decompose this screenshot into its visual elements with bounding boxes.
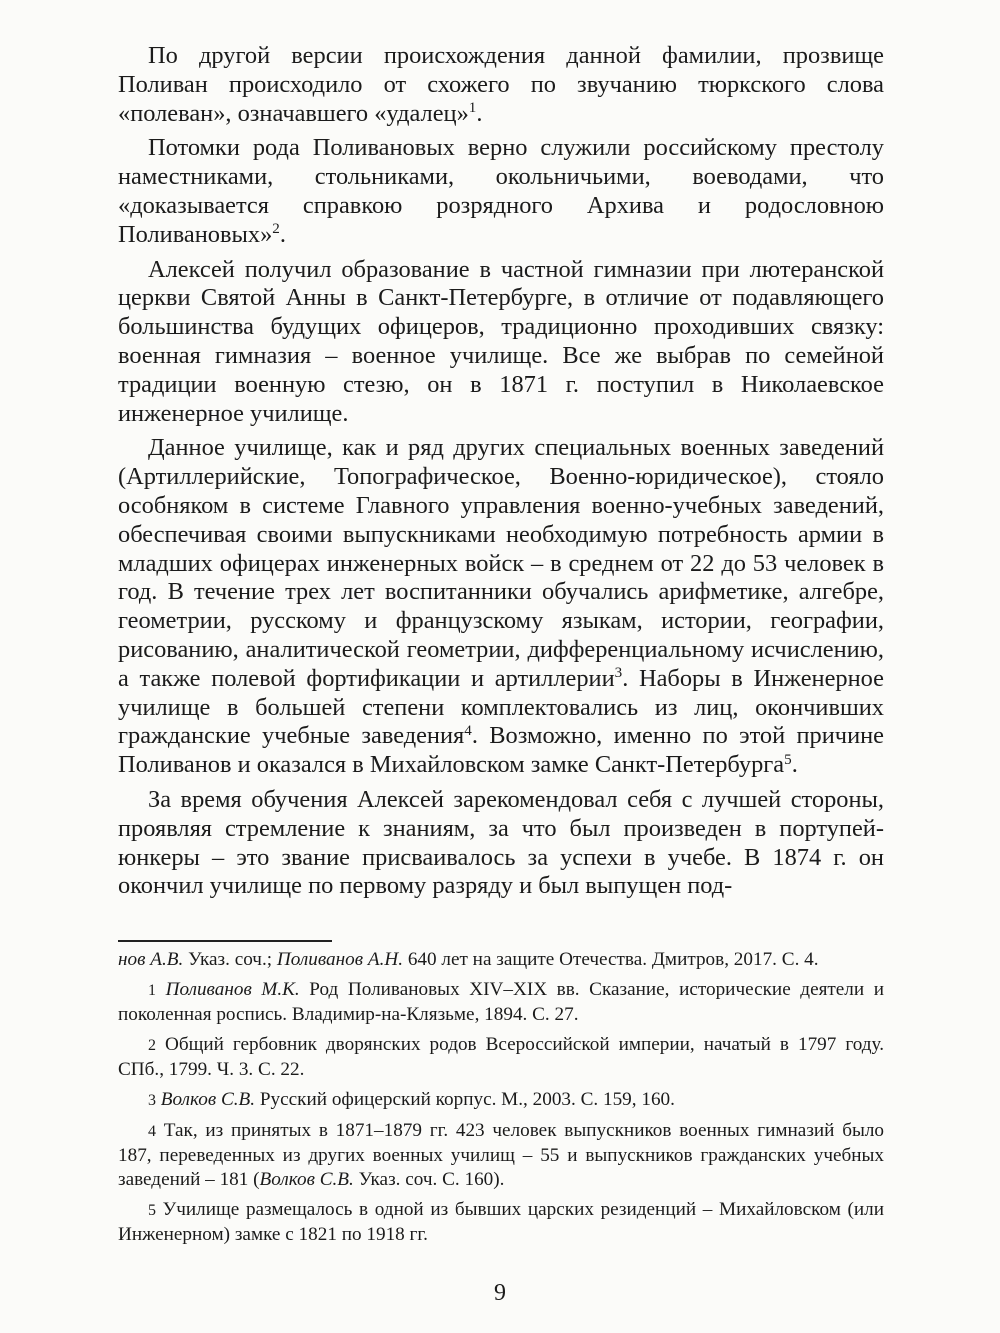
footnote-divider xyxy=(118,940,332,942)
paragraph-5: За время обучения Алексей зарекомендовал себя с лучшей стороны, проявляя стремление к знаниям, за что был произведен в портупей-юнкеры – это звание присваивалось за успехи в учебе. В 1874 г. он окончил училище по первому разряду и был выпущен под- xyxy=(118,785,884,900)
footnote-5: 5 Училище размещалось в одной из бывших царских резиденций – Михайловском (или Инженерном) замке с 1821 по 1918 гг. xyxy=(118,1199,884,1245)
main-text xyxy=(118,42,884,907)
page-number: 9 xyxy=(494,1280,506,1306)
footnote-4: 4 Так, из принятых в 1871–1879 гг. 423 человек выпускников военных гимназий было 187, переведенных из других военных училищ – 55 и выпускников гражданских учебных заведений – 181 (Волков С.В. Указ. соч. С. 160). xyxy=(118,1120,885,1190)
paragraph-4: Данное училище, как и ряд других специальных военных заведений (Артиллерийские, Топографическое, Военно-юридическое), стояло особняком в системе Главного управления военно-учебных заведений, обеспечивая своими выпускниками необходимую потребность армии в младших офицерах инженерных войск – в среднем от 22 до 53 человек в год. В течение трех лет воспитанники обучались арифметике, алгебре, геометрии, русскому и французскому языкам, истории, географии, рисованию, аналитической геометрии, дифференциальному исчислению, а также полевой фортификации и артиллерии$^3$. Наборы в Инженерное училище в большей степени комплектовались из лиц, окончивших гражданские учебные заведения$^4$. Возможно, именно по этой причине Поливанов и оказался в Михайловском замке Санкт-Петербурга$^5$. xyxy=(118,434,884,779)
footnote-ref-2[interactable]: 2 xyxy=(272,221,280,238)
footnote-number: 2 xyxy=(148,1037,156,1054)
footnotes xyxy=(118,948,884,1253)
footnote-number: 5 xyxy=(148,1202,156,1219)
footnote-number: 4 xyxy=(148,1123,156,1140)
paragraph-1: По другой версии происхождения данной фамилии, прозвище Поливан происходило от схожего по звучанию тюркского слова «полеван», означавшего «удалец»$^1$. xyxy=(118,42,884,127)
paragraph-3: Алексей получил образование в частной гимназии при лютеранской церкви Святой Анны в Санкт-Петербурге, в отличие от подавляющего большинства будущих офицеров, традиционно проходивших связку: военная гимназия – военное училище. Все же выбрав по семейной традиции военную стезю, он в 1871 г. поступил в Николаевское инженерное училище. xyxy=(118,255,884,427)
footnote-ref-5[interactable]: 5 xyxy=(784,751,792,768)
footnote-number: 1 xyxy=(148,982,156,999)
footnote-2: 2 Общий гербовник дворянских родов Всероссийской империи, начатый в 1797 году. СПб., 1799. Ч. 3. С. 22. xyxy=(118,1034,885,1080)
footnote-ref-3[interactable]: 3 xyxy=(614,665,623,682)
footnote-continuation: нов А.В. Указ. соч.; Поливанов А.Н. 640 лет на защите Отечества. Дмитров, 2017. С. 4. xyxy=(118,949,819,970)
footnote-number: 3 xyxy=(148,1092,156,1109)
footnote-ref-1[interactable]: 1 xyxy=(468,100,477,117)
footnote-1: 1 Поливанов М.К. Род Поливановых XIV–XIX вв. Сказание, исторические деятели и поколенная роспись. Владимир-на-Клязьме, 1894. С. 27. xyxy=(118,979,885,1025)
footnote-3: 3 Волков С.В. Русский офицерский корпус. М., 2003. С. 159, 160. xyxy=(148,1089,675,1110)
paragraph-2: Потомки рода Поливановых верно служили российскому престолу наместниками, стольниками, окольничьими, воеводами, что «доказывается справкою розрядного Архива и родословною Поливановых»$^2$. xyxy=(118,134,884,248)
footnote-ref-4[interactable]: 4 xyxy=(464,723,472,740)
